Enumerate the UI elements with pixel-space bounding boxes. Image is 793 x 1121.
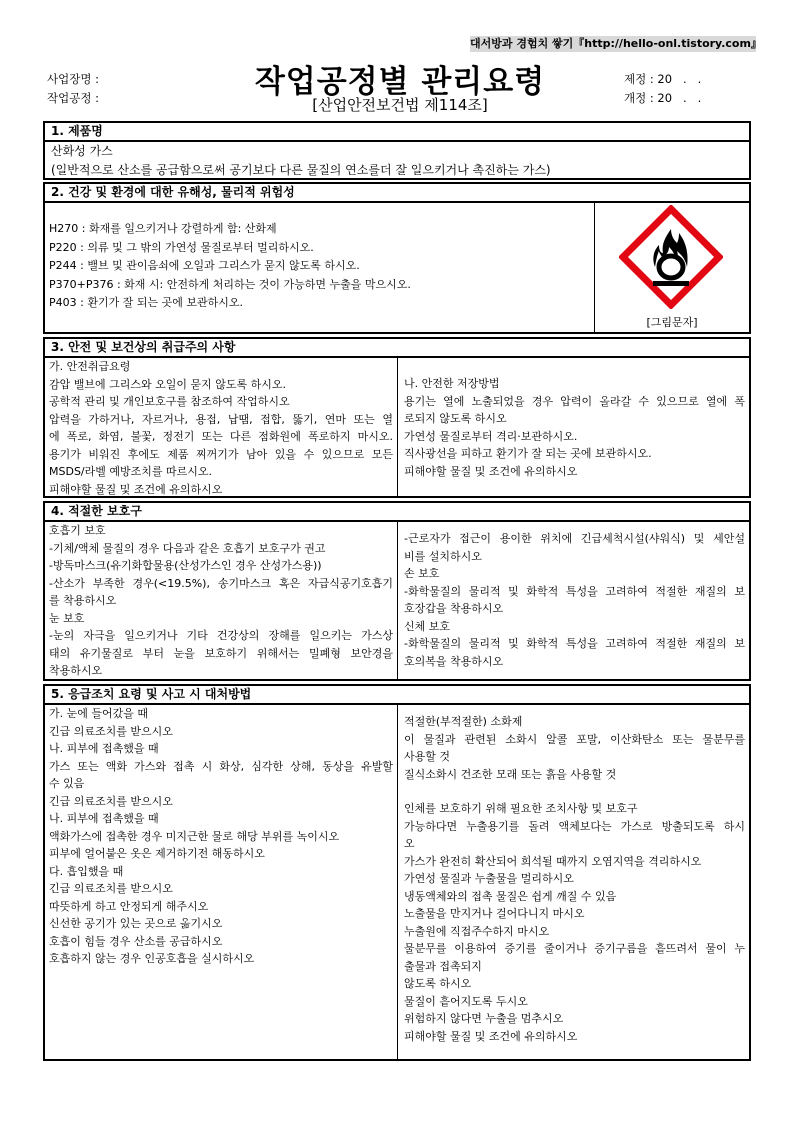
section-protective-equipment: [43, 501, 751, 681]
watermark-banner: 대서방과 경험치 쌓기『http://hello-onl.tistory.com』: [470, 37, 762, 50]
text-line: 질식소화시 건조한 모래 또는 흙을 사용할 것: [404, 767, 617, 781]
text-line: 긴급 의료조치를 받으시오: [49, 882, 173, 895]
text-line: 긴급 의료조치를 받으시오: [49, 724, 173, 738]
section-emergency-measures: [43, 684, 751, 1061]
text-line: 호흡이 힘들 경우 산소를 공급하시오: [49, 934, 223, 948]
text-line: 용기가 비워진 후에도 제품 찌꺼기가 남아 있을 수 있으므로 모든: [49, 447, 393, 461]
text-line: -방독마스크(유기화합물용(산성가스인 경우 산성가스용)): [49, 559, 322, 572]
subheading: 가. 눈에 들어갔을 때: [49, 707, 148, 720]
subheading: 나. 피부에 접촉했을 때: [49, 812, 159, 825]
text-line: 액화가스에 접촉한 경우 미지근한 물로 해당 부위를 녹이시오: [49, 829, 340, 843]
text-line: 따뜻하게 하고 안정되게 해주시오: [49, 899, 209, 913]
text-line: 호의복을 착용하시오: [404, 654, 504, 668]
text-line: 압력을 가하거나, 자르거나, 용접, 납땜, 접합, 뚫기, 연마 또는 열: [49, 412, 393, 426]
text-line: 를 착용하시오: [49, 594, 117, 607]
text-line: 긴급 의료조치를 받으시오: [49, 794, 173, 808]
text-line: 가연성 물질로부터 격리·보관하시오.: [404, 429, 578, 443]
text-line: -화학물질의 물리적 및 화학적 특성을 고려하여 적절한 재질의 보: [404, 584, 745, 598]
text-line: 착용하시오: [49, 664, 103, 677]
text-line: -근로자가 접근이 용이한 위치에 긴급세척시설(샤워식) 및 세안설: [404, 532, 745, 545]
process-label: 작업공정 :: [47, 91, 99, 105]
safe-storage-column: [398, 358, 749, 496]
text-line: 않도록 하시오: [404, 977, 472, 990]
page-subtitle: [산업안전보건법 제114조]: [312, 96, 488, 114]
precaution-statement: P220 : 의류 및 그 밖의 가연성 물질로부터 멀리하시오.: [49, 240, 314, 254]
text-line: -눈의 자극을 일으키거나 기타 건강상의 장해를 일으키는 가스상: [49, 629, 393, 642]
subheading: 눈 보호: [49, 611, 85, 625]
precaution-statement: P244 : 밸브 및 관이음쇠에 오일과 그리스가 묻지 않도록 하시오.: [49, 259, 360, 272]
text-line: 이 물질과 관련된 소화시 알콜 포말, 이산화탄소 또는 물분무를: [404, 732, 745, 746]
section-product-name: [43, 121, 751, 180]
hazard-statements: [49, 220, 411, 313]
text-line: -기체/액체 물질의 경우 다음과 같은 호흡기 보호구가 권고: [49, 541, 326, 555]
subheading: 다. 흡입했을 때: [49, 864, 124, 878]
text-line: 사용할 것: [404, 750, 451, 763]
text-line: 가연성 물질과 누출물을 멀리하시오: [404, 872, 574, 885]
flame-over-circle-icon: [619, 205, 723, 309]
text-line: MSDS/라벨 예방조치를 따르시오.: [49, 465, 213, 478]
subheading: 나. 피부에 접촉했을 때: [49, 742, 159, 755]
product-name: 산화성 가스: [51, 144, 113, 158]
text-line: 피해야할 물질 및 조건에 유의하시오: [404, 1029, 578, 1043]
first-aid-column: [45, 705, 398, 1059]
text-line: 누출원에 직접주수하지 마시오: [404, 924, 550, 938]
text-line: 에 폭로, 화염, 불꽃, 정전기 또는 다른 점화원에 폭로하지 마시오.: [49, 430, 393, 443]
text-line: 노출물을 만지거나 걸어다니지 마시오: [404, 907, 585, 920]
subheading: 인체를 보호하기 위해 필요한 조치사항 및 보호구: [404, 802, 638, 815]
subheading: 가. 안전취급요령: [49, 360, 131, 373]
precaution-statement: P370+P376 : 화재 시: 안전하게 처리하는 것이 가능하면 누출을 막으시오.: [49, 277, 411, 291]
revised-date: 개정 : 20 . .: [624, 91, 702, 105]
text-line: 오: [404, 837, 415, 850]
subheading: 나. 안전한 저장방법: [404, 377, 500, 390]
text-line: 피해야할 물질 및 조건에 유의하시오: [404, 464, 578, 478]
text-line: 신선한 공기가 있는 곳으로 옮기시오: [49, 917, 223, 930]
precaution-statement: P403 : 환기가 잘 되는 곳에 보관하시오.: [49, 296, 243, 309]
subheading: 손 보호: [404, 567, 440, 580]
text-line: 가스가 완전히 확산되어 희석될 때까지 오염지역을 격리하시오: [404, 854, 702, 868]
firefighting-spill-column: [398, 705, 749, 1059]
text-line: -산소가 부족한 경우(<19.5%), 송기마스크 혹은 자급식공기호흡기: [49, 576, 393, 590]
section-heading: 4. 적절한 보호구: [45, 503, 749, 522]
text-line: -화학물질의 물리적 및 화학적 특성을 고려하여 적절한 재질의 보: [404, 637, 745, 650]
respiratory-eye-column: [45, 522, 398, 679]
text-line: 위험하지 않다면 누출을 멈추시오: [404, 1012, 564, 1025]
text-line: 호흡하지 않는 경우 인공호흡을 실시하시오: [49, 952, 255, 965]
text-line: 로되지 않도록 하시오: [404, 412, 507, 425]
pictogram-box: [594, 203, 749, 332]
text-line: 태의 유기물질로 부터 눈을 보호하기 위해서는 밀폐형 보안경을: [49, 646, 393, 660]
text-line: 물질이 흩어지도록 두시오: [404, 994, 528, 1008]
subheading: 신체 보호: [404, 619, 451, 633]
pictogram-caption: [그림문자]: [646, 316, 698, 329]
text-line: 피해야할 물질 및 조건에 유의하시오: [49, 482, 223, 496]
workplace-label: 사업장명 :: [47, 72, 99, 86]
subheading: 호흡기 보호: [49, 524, 106, 537]
subheading: 적절한(부적절한) 소화제: [404, 715, 523, 728]
text-line: 용기는 열에 노출되었을 경우 압력이 올라갈 수 있으므로 열에 폭: [404, 394, 745, 408]
text-line: 물분무를 이용하여 증기를 줄이거나 증기구름을 흩뜨려서 물이 누: [404, 942, 745, 955]
section-heading: 3. 안전 및 보건상의 취급주의 사항: [45, 339, 749, 358]
enacted-date: 제정 : 20 . .: [624, 72, 702, 86]
text-line: 냉동액체와의 접촉 물질은 쉽게 깨질 수 있음: [404, 889, 617, 903]
page-title: 작업공정별 관리요령: [254, 64, 546, 100]
text-line: 가스 또는 액화 가스와 접촉 시 화상, 심각한 상해, 동상을 유발할: [49, 759, 393, 773]
text-line: 호장갑을 착용하시오: [404, 602, 504, 615]
product-description: (일반적으로 산소를 공급함으로써 공기보다 다른 물질의 연소를더 잘 일으키거나 촉진하는 가스): [51, 163, 551, 177]
section-heading: 1. 제품명: [45, 123, 749, 142]
text-line: 출물과 접촉되지: [404, 959, 482, 973]
text-line: 수 있음: [49, 777, 85, 790]
text-line: 공학적 관리 및 개인보호구를 참조하여 작업하시오: [49, 395, 290, 408]
text-line: 직사광선을 피하고 환기가 잘 되는 곳에 보관하시오.: [404, 447, 652, 460]
text-line: 가능하다면 누출용기를 돌려 액체보다는 가스로 방출되도록 하시: [404, 819, 745, 833]
text-line: 피부에 얼어붙은 옷은 제거하기전 해동하시오: [49, 847, 265, 860]
section-hazards: [43, 182, 751, 334]
safe-handling-column: [45, 358, 398, 496]
text-line: 비를 설치하시오: [404, 549, 482, 563]
section-handling-precautions: [43, 337, 751, 498]
section-heading: 5. 응급조치 요령 및 사고 시 대처방법: [45, 686, 749, 705]
hazard-statement: H270 : 화재를 일으키거나 강렬하게 함: 산화제: [49, 222, 277, 235]
hand-body-column: [398, 522, 749, 679]
text-line: 감압 밸브에 그리스와 오일이 묻지 않도록 하시오.: [49, 377, 286, 391]
section-heading: 2. 건강 및 환경에 대한 유해성, 물리적 위험성: [45, 184, 749, 203]
